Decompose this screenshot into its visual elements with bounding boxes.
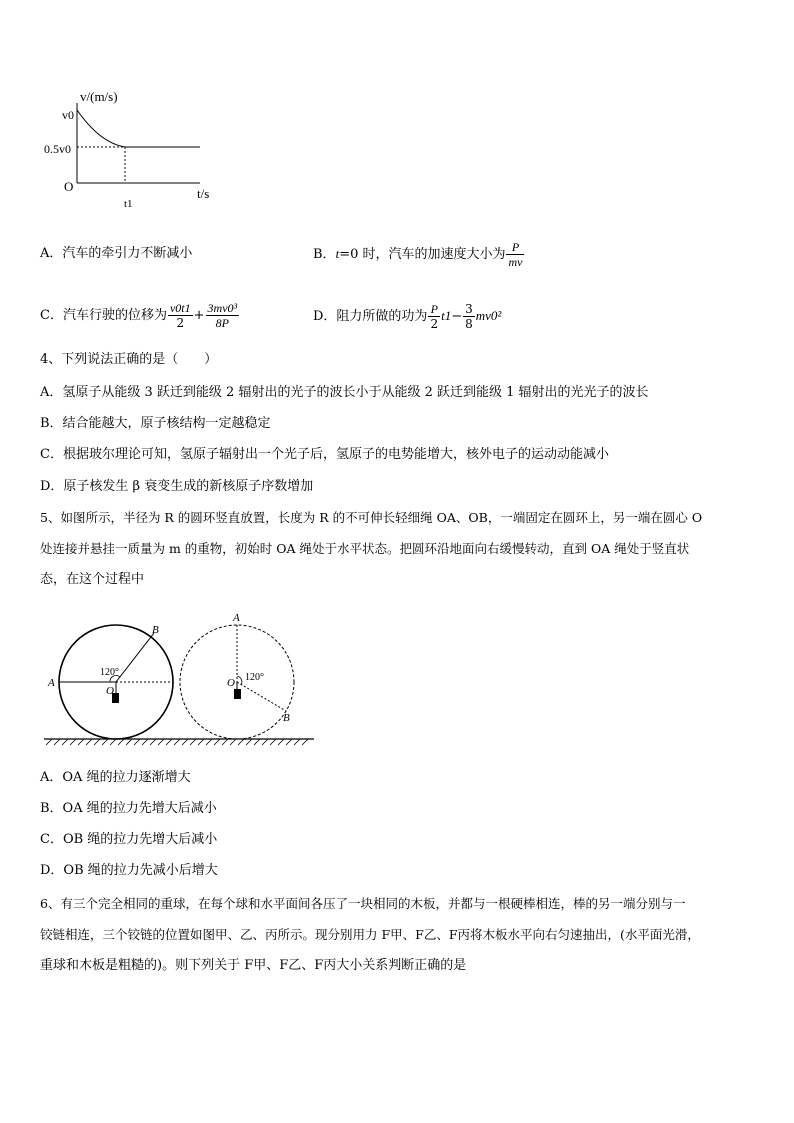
q4-option-a: A．氢原子从能级 3 跃迁到能级 2 辐射出的光子的波长小于从能级 2 跃迁到能级 1 辐射出的光光子的波长 xyxy=(40,385,649,400)
q6-line-1: 6、有三个完全相同的重球，在每个球和水平面间各压了一块相同的木板，并都与一根硬棒相连，棒的另一端分别与一 xyxy=(40,896,686,911)
q5-option-c: C．OB 绳的拉力先增大后减小 xyxy=(40,832,218,847)
left-ring xyxy=(47,624,173,739)
right-label-a: A xyxy=(233,612,240,624)
left-label-o: O xyxy=(106,685,114,697)
ground-hatching xyxy=(46,739,308,745)
q4-option-d: D．原子核发生 β 衰变生成的新核原子序数增加 xyxy=(40,479,314,494)
q3-d-fraction-2: $\frac{3}{8}$ xyxy=(465,302,473,331)
right-label-o: O xyxy=(227,677,235,689)
q3-option-d: D．阻力所做的功为 $\frac{P}{2}$ t1− $\frac{3}{8}$ mv0² xyxy=(313,302,502,331)
v0-label: v0 xyxy=(62,108,74,122)
left-angle-label: 120° xyxy=(100,667,119,678)
q4-stem: 4、下列说法正确的是（ ） xyxy=(40,352,218,367)
q3-b-fraction: $\frac{P}{mv}$ xyxy=(508,240,523,269)
left-rope-ob xyxy=(116,633,154,682)
q5-stem-line-3: 态，在这个过程中 xyxy=(40,572,145,587)
q5-option-a: A．OA 绳的拉力逐渐增大 xyxy=(40,770,191,785)
right-angle-label: 120° xyxy=(245,672,264,683)
origin-label: O xyxy=(64,179,74,194)
left-label-b: B xyxy=(152,624,159,636)
q3-option-b: B．t=0 时，汽车的加速度大小为 $\frac{P}{mv}$ xyxy=(313,240,523,269)
velocity-curve xyxy=(77,110,125,147)
y-axis-label: v/(m/s) xyxy=(80,89,118,104)
left-label-a: A xyxy=(48,677,55,689)
q5-option-b: B．OA 绳的拉力先增大后减小 xyxy=(40,801,217,816)
right-ring xyxy=(180,612,294,739)
q5-option-d: D．OB 绳的拉力先减小后增大 xyxy=(40,863,218,878)
q4-option-c: C．根据玻尔理论可知，氢原子辐射出一个光子后，氢原子的电势能增大，核外电子的运动动能减小 xyxy=(40,447,609,462)
q3-option-a: A．汽车的牵引力不断减小 xyxy=(40,246,193,261)
right-rope-ob xyxy=(237,682,286,711)
right-weight xyxy=(234,689,241,699)
q3-c-fraction-1: $\frac{v0t1}{2}$ xyxy=(169,301,191,330)
q5-stem-line-2: 处连接并悬挂一质量为 m 的重物，初始时 OA 绳处于水平状态。把圆环沿地面向右缓慢转动，直到 OA 绳处于竖直状 xyxy=(40,541,690,556)
t1-label: t1 xyxy=(124,198,133,210)
q5-stem-line-1: 5、如图所示，半径为 R 的圆环竖直放置，长度为 R 的不可伸长轻细绳 OA、OB，一端固定在圆环上，另一端在圆心 O xyxy=(40,510,703,525)
right-label-b: B xyxy=(283,712,290,724)
right-angle-arc xyxy=(237,676,242,685)
q4-option-b: B．结合能越大，原子核结构一定越稳定 xyxy=(40,416,271,431)
q3-option-c: C．汽车行驶的位移为 $\frac{v0t1}{2}$ + $\frac{\text{3mv0³}}{8P}$ xyxy=(40,301,238,330)
q3-d-fraction-1: $\frac{P}{2}$ xyxy=(430,302,439,331)
x-axis-label: t/s xyxy=(197,186,210,201)
half-v0-label: 0.5v0 xyxy=(44,142,71,156)
q6-line-3: 重球和木板是粗糙的)。则下列关于 F甲、F乙、F丙大小关系判断正确的是 xyxy=(40,958,467,973)
rings-figure xyxy=(40,605,320,750)
q6-line-2: 铰链相连，三个铰链的位置如图甲、乙、丙所示。现分别用力 F甲、F乙、F丙将木板水平向右匀速抽出，(水平面光滑， xyxy=(40,927,700,942)
q3-c-fraction-2: $\frac{\text{3mv0³}}{8P}$ xyxy=(207,301,238,330)
velocity-time-graph xyxy=(40,85,230,215)
